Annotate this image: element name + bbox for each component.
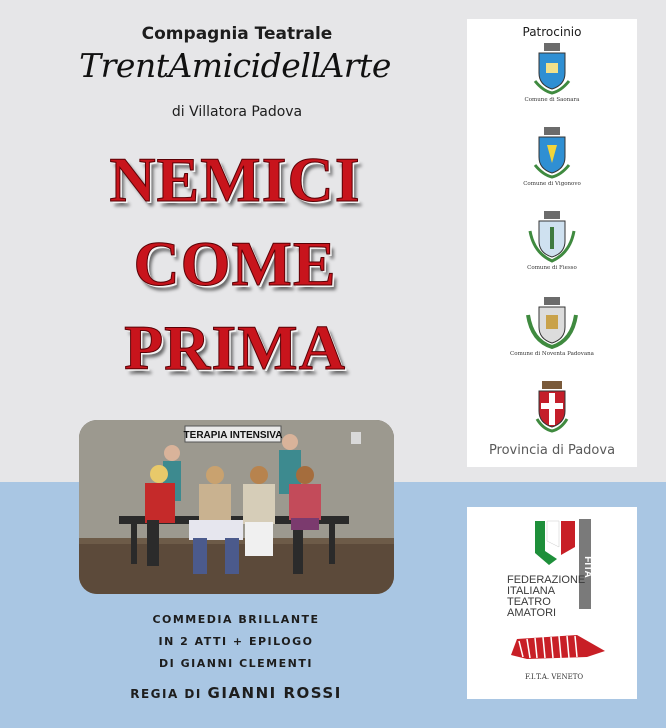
fiesso-crest-icon (526, 209, 578, 263)
sponsor-vigonovo (467, 125, 637, 187)
sponsor-label: Comune di Fiesso (527, 265, 577, 271)
sponsor-saonara (467, 41, 637, 103)
saonara-crest-icon (529, 41, 575, 95)
director-prefix: REGIA DI (130, 687, 202, 701)
sponsors-title: Patrocinio (522, 25, 582, 39)
cast-photo (79, 420, 394, 594)
fita-line-4: AMATORI (507, 607, 557, 619)
provincia-crest-icon (529, 379, 575, 433)
director-line (70, 684, 402, 702)
fita-line-2: ITALIANA (507, 585, 556, 597)
troupe-name: TrentAmicidellArte (79, 46, 391, 85)
sponsor-noventa (467, 295, 637, 357)
sponsor-label: Comune di Vigonovo (523, 181, 581, 187)
noventa-crest-icon (524, 295, 580, 349)
fita-veneto-label: F.I.T.A. VENETO (525, 673, 584, 681)
sponsor-label: Comune di Saonara (524, 97, 580, 103)
photo-sign: TERAPIA INTENSIVA (183, 430, 283, 441)
fita-line-1: FEDERAZIONE (507, 574, 586, 586)
author-line: DI GIANNI CLEMENTI (159, 657, 313, 670)
vigonovo-crest-icon (529, 125, 575, 179)
acts-line: IN 2 ATTI + EPILOGO (158, 635, 314, 648)
title-line-1: NEMICI (109, 144, 361, 215)
fita-vertical: FITA (582, 556, 593, 578)
title-line-2: COME (133, 228, 337, 299)
fita-panel (467, 507, 637, 699)
fita-line-3: TEATRO (507, 596, 551, 608)
cast-photo-illustration (79, 420, 394, 594)
title-line-3: PRIMA (124, 312, 346, 383)
troupe-location: di Villatora Padova (171, 104, 303, 120)
sponsor-label: Comune di Noventa Padovana (510, 351, 594, 357)
fita-text (507, 575, 585, 619)
sponsors-panel (467, 19, 637, 467)
company-label: Compagnia Teatrale (141, 24, 333, 44)
genre-line: COMMEDIA BRILLANTE (152, 613, 320, 626)
province-label: Provincia di Padova (488, 443, 616, 458)
sponsor-provincia-crest (467, 379, 637, 433)
sponsor-fiesso (467, 209, 637, 271)
director-name: GIANNI ROSSI (207, 684, 342, 702)
